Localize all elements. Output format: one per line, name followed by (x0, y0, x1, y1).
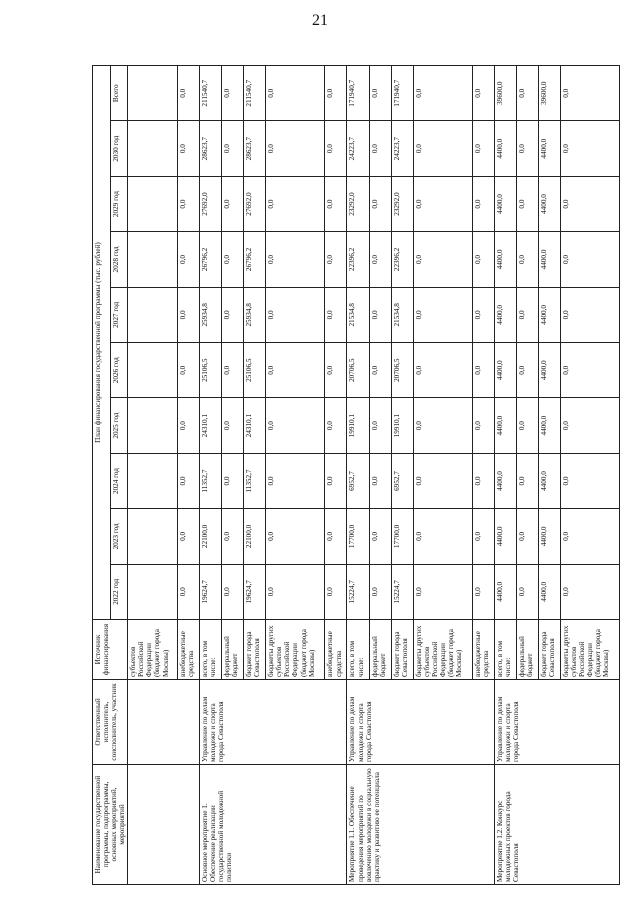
cell-value: 0,0 (472, 564, 494, 619)
cell-value: 0,0 (325, 287, 347, 342)
cell-value: 21534,8 (347, 287, 369, 342)
cell-value: 19910,1 (391, 398, 413, 453)
cell-value: 27692,0 (244, 176, 266, 231)
cell-value: 0,0 (266, 232, 325, 287)
cell-value: 4400,0 (494, 121, 516, 176)
cell-value: 0,0 (325, 232, 347, 287)
cell-value: 0,0 (516, 232, 538, 287)
table-row (200, 66, 222, 885)
cell-source: всего, в том числе: (494, 620, 516, 680)
cell-value (128, 343, 178, 398)
cell-value: 0,0 (472, 232, 494, 287)
cell-value: 26796,2 (244, 232, 266, 287)
cell-value: 0,0 (178, 176, 200, 231)
cell-value: 17700,0 (347, 509, 369, 564)
cell-value (128, 398, 178, 453)
cell-value: 22100,0 (200, 509, 222, 564)
cell-value: 4400,0 (538, 232, 560, 287)
cell-value: 4400,0 (494, 453, 516, 508)
cell-source: всего, в том числе: (347, 620, 369, 680)
cell-value: 0,0 (516, 176, 538, 231)
cell-value: 0,0 (413, 509, 472, 564)
header-year: 2023 год (110, 509, 128, 564)
cell-value: 24223,7 (391, 121, 413, 176)
cell-value: 0,0 (516, 121, 538, 176)
cell-value: 19624,7 (244, 564, 266, 619)
cell-value: 0,0 (222, 509, 244, 564)
cell-value: 0,0 (472, 398, 494, 453)
cell-value: 0,0 (560, 176, 619, 231)
cell-value: 4400,0 (538, 398, 560, 453)
cell-value: 0,0 (266, 66, 325, 121)
cell-value: 0,0 (222, 564, 244, 619)
cell-value: 4400,0 (494, 232, 516, 287)
cell-value: 0,0 (369, 232, 391, 287)
table-row (494, 66, 516, 885)
cell-value: 0,0 (325, 564, 347, 619)
cell-value: 6952,7 (347, 453, 369, 508)
cell-value: 0,0 (369, 509, 391, 564)
cell-value: 4400,0 (538, 453, 560, 508)
cell-value: 0,0 (560, 398, 619, 453)
header-year: 2025 год (110, 398, 128, 453)
cell-value: 0,0 (369, 287, 391, 342)
cell-value: 23292,0 (391, 176, 413, 231)
cell-value: 0,0 (266, 176, 325, 231)
cell-value (128, 121, 178, 176)
cell-value: 26796,2 (200, 232, 222, 287)
cell-value: 0,0 (560, 343, 619, 398)
cell-value: 22396,2 (391, 232, 413, 287)
cell-value: 19910,1 (347, 398, 369, 453)
cell-value: 0,0 (413, 287, 472, 342)
cell-value: 24310,1 (200, 398, 222, 453)
cell-value: 0,0 (472, 121, 494, 176)
cell-value: 211540,7 (244, 66, 266, 121)
cell-value: 0,0 (413, 121, 472, 176)
header-year: Всего (110, 66, 128, 121)
cell-value: 0,0 (516, 66, 538, 121)
cell-value: 0,0 (266, 509, 325, 564)
table-body (128, 66, 620, 885)
cell-value: 4400,0 (538, 343, 560, 398)
cell-value: 0,0 (413, 564, 472, 619)
table-row (128, 66, 178, 885)
cell-value: 0,0 (472, 176, 494, 231)
cell-value: 0,0 (369, 66, 391, 121)
cell-value: 39600,0 (494, 66, 516, 121)
cell-value: 0,0 (560, 121, 619, 176)
cell-value: 0,0 (560, 453, 619, 508)
cell-value: 0,0 (413, 398, 472, 453)
cell-source: бюджеты других субъектов Российской Федерации (бюджет города Москвы) (560, 620, 619, 680)
cell-value: 4400,0 (538, 564, 560, 619)
cell-value: 4400,0 (494, 398, 516, 453)
cell-value: 4400,0 (494, 176, 516, 231)
header-year: 2027 год (110, 287, 128, 342)
cell-value: 0,0 (472, 509, 494, 564)
cell-value: 171940,7 (347, 66, 369, 121)
header-year: 2022 год (110, 564, 128, 619)
cell-value: 0,0 (178, 343, 200, 398)
cell-value: 27692,0 (200, 176, 222, 231)
cell-value: 0,0 (222, 398, 244, 453)
cell-value: 39600,0 (538, 66, 560, 121)
cell-source: бюджеты других субъектов Российской Федерации (бюджет города Москвы) (413, 620, 472, 680)
cell-value: 4400,0 (494, 287, 516, 342)
cell-value: 6952,7 (391, 453, 413, 508)
table-row (347, 66, 369, 885)
cell-name (128, 765, 200, 885)
cell-value: 4400,0 (494, 343, 516, 398)
cell-value: 0,0 (472, 343, 494, 398)
header-year: 2029 год (110, 176, 128, 231)
cell-value: 0,0 (222, 453, 244, 508)
financing-table (92, 65, 620, 885)
cell-value (128, 176, 178, 231)
rotated-table-wrapper (92, 65, 611, 885)
header-source: Источник финансирования (93, 620, 128, 680)
cell-value: 0,0 (325, 66, 347, 121)
cell-responsible: Управление по делам молодежи и спорта города Севастополя (200, 680, 347, 765)
cell-value: 0,0 (472, 287, 494, 342)
cell-value: 0,0 (560, 564, 619, 619)
cell-source: федеральный бюджет (222, 620, 244, 680)
cell-value: 24223,7 (347, 121, 369, 176)
cell-value: 4400,0 (538, 176, 560, 231)
cell-value: 20706,5 (391, 343, 413, 398)
cell-value: 4400,0 (538, 287, 560, 342)
cell-source: всего, в том числе: (200, 620, 222, 680)
cell-source: внебюджетные средства (178, 620, 200, 680)
cell-value: 0,0 (222, 66, 244, 121)
header-year: 2028 год (110, 232, 128, 287)
cell-value: 0,0 (325, 398, 347, 453)
header-plan: План финансирования государственной программы (тыс. рублей) (93, 66, 111, 620)
header-name: Наименование государственной программы, подпрограммы, основных мероприятий, мероприятий (93, 765, 128, 885)
cell-value: 0,0 (369, 564, 391, 619)
page-number: 21 (312, 12, 328, 29)
cell-value: 22396,2 (347, 232, 369, 287)
header-year: 2026 год (110, 343, 128, 398)
cell-value: 15224,7 (391, 564, 413, 619)
cell-value: 0,0 (325, 121, 347, 176)
cell-value: 0,0 (516, 287, 538, 342)
cell-value: 25106,5 (244, 343, 266, 398)
cell-value: 0,0 (413, 453, 472, 508)
cell-value (128, 232, 178, 287)
cell-name: Мероприятие 1.2. Конкурс молодежных проектов города Севастополя (494, 765, 619, 885)
cell-value: 0,0 (325, 343, 347, 398)
cell-value (128, 453, 178, 508)
cell-value: 0,0 (369, 176, 391, 231)
cell-value: 24310,1 (244, 398, 266, 453)
cell-value: 0,0 (413, 176, 472, 231)
cell-value: 0,0 (369, 453, 391, 508)
cell-value: 0,0 (413, 66, 472, 121)
cell-value: 0,0 (222, 232, 244, 287)
cell-value: 0,0 (560, 66, 619, 121)
cell-value: 0,0 (178, 453, 200, 508)
cell-value: 0,0 (266, 564, 325, 619)
cell-value: 25106,5 (200, 343, 222, 398)
cell-responsible: Управление по делам молодежи и спорта города Севастополя (494, 680, 619, 765)
cell-value: 0,0 (369, 343, 391, 398)
cell-value: 22100,0 (244, 509, 266, 564)
cell-responsible: Управление по делам молодежи и спорта города Севастополя (347, 680, 494, 765)
cell-source: внебюджетные средства (325, 620, 347, 680)
cell-value: 0,0 (178, 287, 200, 342)
cell-source: субъектов Российской Федерации (бюджет города Москвы) (128, 620, 178, 680)
cell-value: 0,0 (516, 509, 538, 564)
cell-value: 0,0 (266, 343, 325, 398)
cell-value (128, 509, 178, 564)
cell-value: 11352,7 (200, 453, 222, 508)
header-year: 2024 год (110, 453, 128, 508)
cell-value: 0,0 (560, 287, 619, 342)
cell-value: 0,0 (325, 509, 347, 564)
cell-responsible (128, 680, 200, 765)
cell-value: 0,0 (516, 398, 538, 453)
cell-value: 23292,0 (347, 176, 369, 231)
cell-value: 171940,7 (391, 66, 413, 121)
cell-value: 15224,7 (347, 564, 369, 619)
cell-value: 0,0 (560, 232, 619, 287)
cell-value: 25934,8 (244, 287, 266, 342)
cell-source: бюджеты других субъектов Российской Федерации (бюджет города Москвы) (266, 620, 325, 680)
cell-value: 21534,8 (391, 287, 413, 342)
cell-value: 0,0 (266, 287, 325, 342)
cell-value: 0,0 (560, 509, 619, 564)
cell-value: 0,0 (222, 121, 244, 176)
cell-value: 0,0 (266, 398, 325, 453)
cell-value (128, 564, 178, 619)
cell-value: 211540,7 (200, 66, 222, 121)
cell-value: 0,0 (178, 509, 200, 564)
cell-value: 0,0 (222, 287, 244, 342)
header-year: 2030 год (110, 121, 128, 176)
cell-value: 11352,7 (244, 453, 266, 508)
cell-value: 0,0 (178, 398, 200, 453)
cell-source: бюджет города Севастополя (244, 620, 266, 680)
cell-name: Основное мероприятие 1. Обеспечение реализации государственной молодежной политики (200, 765, 347, 885)
cell-value: 0,0 (222, 343, 244, 398)
cell-value: 4400,0 (494, 509, 516, 564)
cell-value: 0,0 (369, 121, 391, 176)
cell-source: федеральный бюджет (369, 620, 391, 680)
cell-source: федеральный бюджет (516, 620, 538, 680)
cell-source: внебюджетные средства (472, 620, 494, 680)
cell-value: 0,0 (516, 564, 538, 619)
cell-value: 0,0 (472, 453, 494, 508)
cell-value: 28623,7 (200, 121, 222, 176)
header-responsible: Ответственный исполнитель, соисполнитель, участник (93, 680, 128, 765)
cell-value: 20706,5 (347, 343, 369, 398)
cell-value: 0,0 (369, 398, 391, 453)
cell-source: бюджет города Севастополя (538, 620, 560, 680)
cell-value: 19624,7 (200, 564, 222, 619)
cell-value: 0,0 (325, 453, 347, 508)
cell-value: 0,0 (516, 453, 538, 508)
cell-value: 25934,8 (200, 287, 222, 342)
cell-value: 0,0 (222, 176, 244, 231)
cell-value: 0,0 (325, 176, 347, 231)
cell-value: 4400,0 (494, 564, 516, 619)
cell-value (128, 66, 178, 121)
cell-value: 0,0 (266, 121, 325, 176)
cell-value: 0,0 (472, 66, 494, 121)
cell-value (128, 287, 178, 342)
cell-value: 0,0 (413, 343, 472, 398)
cell-value: 0,0 (178, 66, 200, 121)
rotated-table (92, 65, 611, 885)
cell-value: 0,0 (178, 232, 200, 287)
cell-value: 4400,0 (538, 121, 560, 176)
cell-name: Мероприятие 1.1. Обеспечение проведения мероприятий по вовлечению молодежи в социальную практику и развитию ее потенциала (347, 765, 494, 885)
cell-value: 0,0 (413, 232, 472, 287)
cell-value: 17700,0 (391, 509, 413, 564)
cell-value: 0,0 (178, 121, 200, 176)
cell-value: 28623,7 (244, 121, 266, 176)
cell-value: 0,0 (266, 453, 325, 508)
header-row-1 (93, 66, 111, 885)
cell-value: 0,0 (178, 564, 200, 619)
cell-source: бюджет города Севастополя (391, 620, 413, 680)
cell-value: 4400,0 (538, 509, 560, 564)
cell-value: 0,0 (516, 343, 538, 398)
